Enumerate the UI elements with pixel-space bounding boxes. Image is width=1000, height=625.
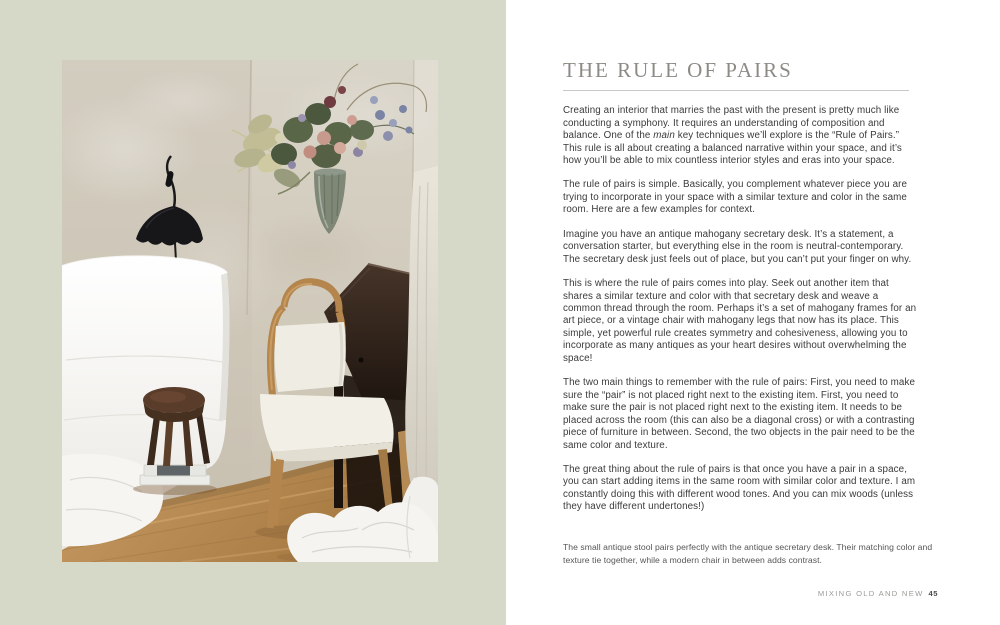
page-number: 45 (928, 589, 938, 598)
body-paragraph-5: The two main things to remember with the rule of pairs: First, you need to make sure the “pair” is not placed right next to the existing item. First, you need to make sure the pair is not placed right next to the existing item. It needs to be placed across the room (this can also be a diagonal cross) or with a contrasting piece of furniture in between. Second, the two objects in the pair need to be the same color and texture. (563, 377, 916, 451)
italic-term: main (653, 130, 675, 142)
paragraph-text: key techniques we’ll explore is the “Rule of Pairs.” This rule is all about creating a balanced narrative within your space, and it’s how you’ll be able to mix countless interior styles and eras into your space. (563, 130, 902, 166)
running-head: MIXING OLD AND NEW (817, 589, 924, 598)
page-footer (818, 589, 938, 598)
article-column (563, 58, 919, 526)
paragraph-text: Creating an interior that marries the past with the present is pretty much like conducting a symphony. It requires an understanding of composition and balance. One of the (563, 105, 900, 142)
body-paragraph-3: Imagine you have an antique mahogany secretary desk. It’s a statement, a conversation starter, but everything else in the room is neutral-contemporary. The secretary desk just feels out of place, but you can’t put your finger on why. (563, 228, 912, 265)
book-stack (140, 465, 210, 485)
body-paragraph-6: The great thing about the rule of pairs is that once you have a pair in a space, you can start adding items in the same room with similar color and texture. I am constantly doing this with different wood tones. And you can mix woods (unless they have different undertones!) (563, 464, 916, 513)
right-page (506, 0, 1000, 625)
photo-caption: The small antique stool pairs perfectly with the antique secretary desk. Their matching color and texture tie together, while a modern chair in between adds contrast. (563, 542, 933, 565)
title-rule (563, 90, 909, 91)
interior-photo (62, 60, 438, 562)
body-paragraph-2: The rule of pairs is simple. Basically, you complement whatever piece you are trying to incorporate in your space with a similar texture and color in the same room. Here are a few examples for context. (563, 179, 908, 216)
body-paragraph-1 (563, 105, 919, 167)
page-title: THE RULE OF PAIRS (563, 58, 793, 82)
body-paragraph-4: This is where the rule of pairs comes into play. Seek out another item that shares a similar texture and color with that secretary desk and weave a common thread through the room. Perhaps it’s a set of mahogany frames for an art piece, or a vintage chair with mahogany legs that now has its place. This simple, yet powerful rule creates symmetry and cohesiveness, allowing you to incorporate as many antiques as your heart desires without overwhelming the space! (563, 278, 917, 364)
